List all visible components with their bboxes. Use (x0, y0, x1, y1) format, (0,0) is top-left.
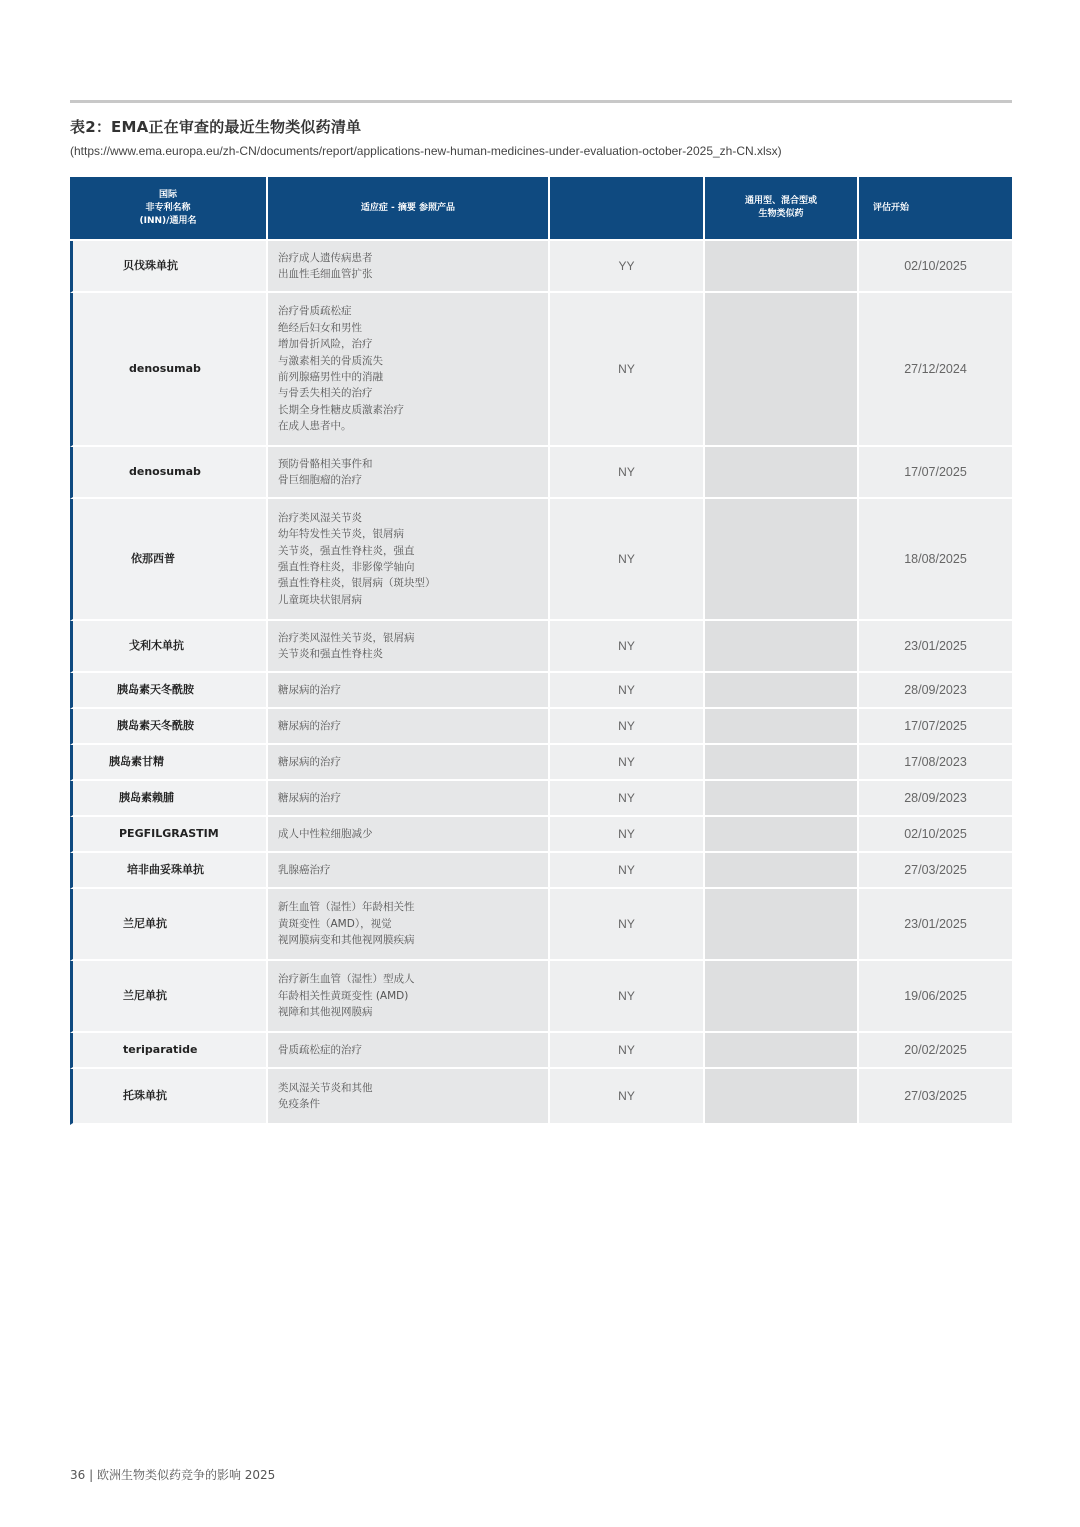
indication-line: 糖尿病的治疗 (278, 791, 341, 804)
table-body (70, 241, 1012, 1125)
cell-biosimilar-type (705, 1033, 859, 1069)
cell-evaluation-start: 28/09/2023 (859, 673, 1012, 709)
header-biosimilar-line-2: 生物类似药 (758, 209, 804, 219)
indication-line: 视障和其他视网膜病 (278, 1006, 373, 1019)
cell-inn-name (70, 889, 268, 961)
cell-evaluation-start: 20/02/2025 (859, 1033, 1012, 1069)
cell-biosimilar-type (705, 853, 859, 889)
header-status (550, 177, 705, 241)
cell-indication (268, 673, 550, 709)
cell-evaluation-start: 23/01/2025 (859, 621, 1012, 673)
indication-line: 强直性脊柱炎，非影像学轴向 (278, 561, 415, 573)
indication-line: 黄斑变性（AMD），视觉 (278, 917, 392, 930)
indication-line: 乳腺癌治疗 (278, 863, 331, 876)
page-footer: 36 | 欧洲生物类似药竞争的影响 2025 (70, 1468, 276, 1482)
cell-status: NY (550, 673, 705, 709)
header-biosimilar-line-1: 通用型、混合型或 (744, 196, 817, 206)
cell-indication (268, 781, 550, 817)
cell-indication (268, 961, 550, 1033)
inn-name-text: teriparatide (123, 1042, 198, 1056)
inn-name-text: 兰尼单抗 (123, 916, 167, 930)
cell-biosimilar-type (705, 709, 859, 745)
indication-line: 糖尿病的治疗 (278, 755, 341, 768)
cell-status: NY (550, 853, 705, 889)
cell-indication (268, 1069, 550, 1125)
indication-line: 关节炎和强直性脊柱炎 (278, 648, 383, 660)
cell-biosimilar-type (705, 781, 859, 817)
inn-name-text: 托珠单抗 (123, 1088, 167, 1102)
top-rule (70, 100, 1012, 103)
indication-line: 幼年特发性关节炎，银屑病 (278, 528, 404, 541)
cell-indication (268, 889, 550, 961)
indication-line: 治疗骨质疏松症 (278, 305, 352, 318)
cell-inn-name (70, 961, 268, 1033)
table-row (70, 621, 1012, 673)
cell-evaluation-start: 27/03/2025 (859, 1069, 1012, 1125)
cell-inn-name (70, 853, 268, 889)
table-row (70, 1033, 1012, 1069)
cell-inn-name (70, 499, 268, 621)
indication-line: 视网膜病变和其他视网膜疾病 (278, 934, 415, 947)
indication-line: 治疗成人遗传病患者 (278, 251, 373, 264)
indication-line: 类风湿关节炎和其他 (278, 1081, 373, 1094)
indication-line: 强直性脊柱炎，银屑病（斑块型） (278, 577, 436, 590)
indication-line: 免疫条件 (278, 1098, 320, 1110)
cell-status: NY (550, 889, 705, 961)
indication-line: 年龄相关性黄斑变性 (AMD) (278, 989, 409, 1002)
cell-indication (268, 241, 550, 293)
cell-biosimilar-type (705, 447, 859, 499)
cell-status: YY (550, 241, 705, 293)
header-inn-line-2: 非专利名称 (145, 202, 191, 213)
cell-inn-name (70, 621, 268, 673)
cell-status: NY (550, 781, 705, 817)
indication-line: 新生血管（湿性）年龄相关性 (278, 901, 415, 914)
cell-biosimilar-type (705, 745, 859, 781)
indication-line: 关节炎，强直性脊柱炎，强直 (278, 544, 415, 557)
inn-name-text: 胰岛素天冬酰胺 (117, 682, 194, 696)
cell-status: NY (550, 293, 705, 447)
cell-biosimilar-type (705, 889, 859, 961)
cell-evaluation-start: 27/03/2025 (859, 853, 1012, 889)
cell-inn-name (70, 709, 268, 745)
cell-status: NY (550, 961, 705, 1033)
table-title: 表2：EMA正在审查的最近生物类似药清单 (70, 118, 362, 136)
cell-evaluation-start: 23/01/2025 (859, 889, 1012, 961)
cell-evaluation-start: 28/09/2023 (859, 781, 1012, 817)
indication-line: 治疗类风湿关节炎 (278, 511, 362, 524)
table-row (70, 499, 1012, 621)
cell-status: NY (550, 447, 705, 499)
cell-inn-name (70, 293, 268, 447)
indication-line: 预防骨骼相关事件和 (278, 457, 373, 470)
table-row (70, 673, 1012, 709)
cell-status: NY (550, 499, 705, 621)
cell-inn-name (70, 781, 268, 817)
indication-line: 治疗类风湿性关节炎，银屑病 (278, 631, 415, 644)
biosimilar-table-container (70, 177, 1012, 1125)
source-link[interactable]: (https://www.ema.europa.eu/zh-CN/documents/report/applications-new-human-medicines-under-evaluation-october-2025_zh-CN.xlsx) (70, 144, 782, 158)
cell-evaluation-start: 18/08/2025 (859, 499, 1012, 621)
table-row (70, 241, 1012, 293)
inn-name-text: denosumab (129, 464, 201, 478)
cell-evaluation-start: 17/08/2023 (859, 745, 1012, 781)
inn-name-text: 培非曲妥珠单抗 (127, 862, 204, 876)
table-row (70, 817, 1012, 853)
table-row (70, 889, 1012, 961)
cell-indication (268, 1033, 550, 1069)
inn-name-text: 胰岛素甘精 (109, 754, 164, 768)
inn-name-text: 贝伐珠单抗 (123, 258, 178, 272)
indication-line: 糖尿病的治疗 (278, 719, 341, 732)
indication-line: 绝经后妇女和男性 (278, 321, 362, 334)
table-row (70, 709, 1012, 745)
cell-evaluation-start: 19/06/2025 (859, 961, 1012, 1033)
header-inn-name (70, 177, 268, 241)
cell-inn-name (70, 673, 268, 709)
table-row (70, 745, 1012, 781)
indication-line: 儿童斑块状银屑病 (278, 593, 362, 606)
cell-inn-name (70, 817, 268, 853)
cell-status: NY (550, 745, 705, 781)
header-biosimilar-type (705, 177, 859, 241)
cell-evaluation-start: 17/07/2025 (859, 447, 1012, 499)
cell-indication (268, 745, 550, 781)
inn-name-text: 兰尼单抗 (123, 988, 167, 1002)
cell-biosimilar-type (705, 499, 859, 621)
cell-evaluation-start: 17/07/2025 (859, 709, 1012, 745)
cell-biosimilar-type (705, 621, 859, 673)
cell-inn-name (70, 447, 268, 499)
table-row (70, 447, 1012, 499)
cell-biosimilar-type (705, 817, 859, 853)
biosimilar-table (70, 177, 1012, 1125)
cell-inn-name (70, 745, 268, 781)
cell-indication (268, 621, 550, 673)
cell-indication (268, 447, 550, 499)
indication-line: 出血性毛细血管扩张 (278, 268, 373, 280)
cell-indication (268, 853, 550, 889)
table-row (70, 853, 1012, 889)
table-row (70, 1069, 1012, 1125)
indication-line: 增加骨折风险，治疗 (278, 338, 373, 351)
indication-line: 与激素相关的骨质流失 (278, 354, 383, 367)
cell-indication (268, 709, 550, 745)
inn-name-text: 依那西普 (131, 551, 175, 565)
cell-indication (268, 817, 550, 853)
cell-status: NY (550, 621, 705, 673)
cell-indication (268, 499, 550, 621)
indication-line: 糖尿病的治疗 (278, 683, 341, 696)
cell-evaluation-start: 02/10/2025 (859, 817, 1012, 853)
cell-inn-name (70, 1069, 268, 1125)
cell-status: NY (550, 1069, 705, 1125)
table-row (70, 293, 1012, 447)
indication-line: 成人中性粒细胞减少 (278, 827, 373, 840)
header-inn-line-3: (INN)/通用名 (139, 215, 197, 226)
header-evaluation-start: 评估开始 (859, 177, 1012, 241)
cell-biosimilar-type (705, 1069, 859, 1125)
indication-line: 前列腺癌男性中的消融 (278, 371, 383, 383)
inn-name-text: 胰岛素天冬酰胺 (117, 718, 194, 732)
cell-evaluation-start: 02/10/2025 (859, 241, 1012, 293)
cell-biosimilar-type (705, 961, 859, 1033)
cell-status: NY (550, 709, 705, 745)
cell-inn-name (70, 1033, 268, 1069)
cell-status: NY (550, 817, 705, 853)
inn-name-text: 胰岛素赖脯 (119, 790, 174, 804)
indication-line: 骨质疏松症的治疗 (278, 1043, 362, 1056)
inn-name-text: 戈利木单抗 (129, 638, 184, 652)
cell-indication (268, 293, 550, 447)
cell-biosimilar-type (705, 241, 859, 293)
inn-name-text: PEGFILGRASTIM (119, 826, 219, 840)
header-indication: 适应症 - 摘要 参照产品 (268, 177, 550, 241)
indication-line: 长期全身性糖皮质激素治疗 (278, 403, 404, 416)
cell-biosimilar-type (705, 673, 859, 709)
header-inn-line-1: 国际 (158, 189, 177, 200)
indication-line: 在成人患者中。 (278, 420, 352, 433)
cell-biosimilar-type (705, 293, 859, 447)
cell-status: NY (550, 1033, 705, 1069)
table-header-row (70, 177, 1012, 241)
indication-line: 骨巨细胞瘤的治疗 (278, 474, 362, 486)
table-row (70, 961, 1012, 1033)
inn-name-text: denosumab (129, 361, 201, 375)
indication-line: 与骨丢失相关的治疗 (278, 387, 373, 400)
cell-inn-name (70, 241, 268, 293)
table-row (70, 781, 1012, 817)
cell-evaluation-start: 27/12/2024 (859, 293, 1012, 447)
indication-line: 治疗新生血管（湿性）型成人 (278, 973, 415, 986)
